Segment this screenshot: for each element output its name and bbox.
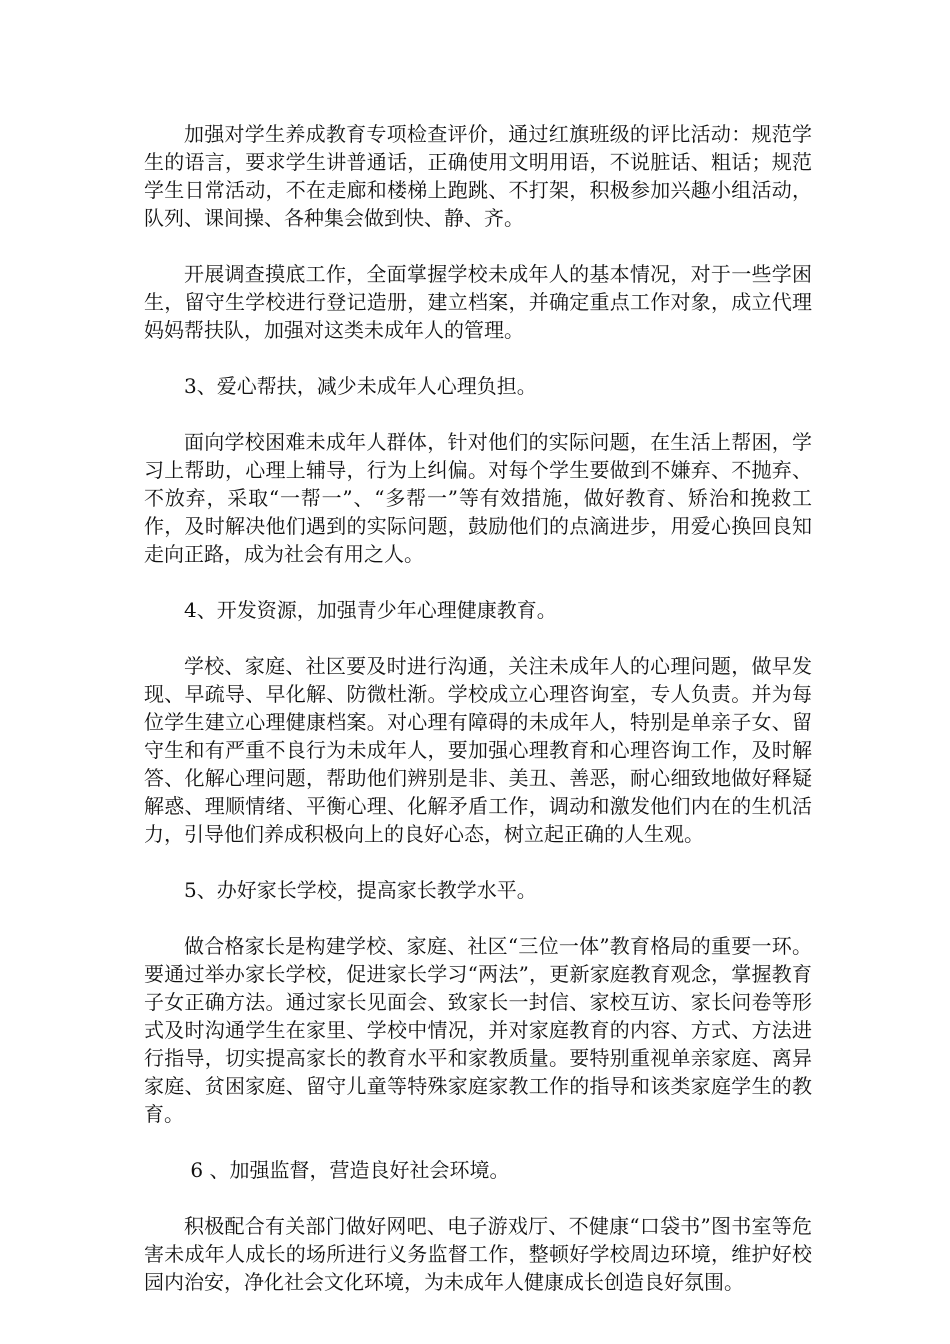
section-heading-6: 6 、加强监督，营造良好社会环境。: [184, 1158, 510, 1182]
paragraph-mental-health: 学校、家庭、社区要及时进行沟通，关注未成年人的心理问题，做早发现、早疏导、早化解、防微杜渐。学校成立心理咨询室，专人负责。并为每位学生建立心理健康档案。对心理有障碍的未成年人，特别是单亲子女、留守生和有严重不良行为未成年人，要加强心理教育和心理咨询工作，及时解答、化解心理问题，帮助他们辨别是非、美丑、善恶，耐心细致地做好释疑解惑、理顺情绪、平衡心理、化解矛盾工作，调动和激发他们内在的生机活力，引导他们养成积极向上的良好心态，树立起正确的人生观。: [144, 654, 812, 846]
paragraph-supervision: 积极配合有关部门做好网吧、电子游戏厅、不健康“口袋书”图书室等危害未成年人成长的场所进行义务监督工作，整顿好学校周边环境，维护好校园内治安，净化社会文化环境，为未成年人健康成长创造良好氛围。: [144, 1214, 812, 1294]
paragraph-habit-education: 加强对学生养成教育专项检查评价，通过红旗班级的评比活动：规范学生的语言，要求学生讲普通话，正确使用文明用语，不说脏话、粗话；规范学生日常活动，不在走廊和楼梯上跑跳、不打架，积极参加兴趣小组活动，队列、课间操、各种集会做到快、静、齐。: [144, 122, 812, 230]
document-body: [144, 120, 812, 1324]
paragraph-care-support: 面向学校困难未成年人群体，针对他们的实际问题，在生活上帮困，学习上帮助，心理上辅导，行为上纠偏。对每个学生要做到不嫌弃、不抛弃、不放弃，采取“一帮一”、“多帮一”等有效措施，做好教育、矫治和挽救工作，及时解决他们遇到的实际问题，鼓励他们的点滴进步，用爱心换回良知走向正路，成为社会有用之人。: [144, 430, 812, 566]
section-heading-3: 3、爱心帮扶，减少未成年人心理负担。: [184, 374, 537, 398]
paragraph-survey-work: 开展调查摸底工作，全面掌握学校未成年人的基本情况，对于一些学困生，留守生学校进行登记造册，建立档案，并确定重点工作对象，成立代理妈妈帮扶队，加强对这类未成年人的管理。: [144, 262, 812, 342]
section-heading-4: 4、开发资源，加强青少年心理健康教育。: [184, 598, 557, 622]
paragraph-parent-school: 做合格家长是构建学校、家庭、社区“三位一体”教育格局的重要一环。要通过举办家长学校，促进家长学习“两法”，更新家庭教育观念，掌握教育子女正确方法。通过家长见面会、致家长一封信、家校互访、家长问卷等形式及时沟通学生在家里、学校中情况，并对家庭教育的内容、方式、方法进行指导，切实提高家长的教育水平和家教质量。要特别重视单亲家庭、离异家庭、贫困家庭、留守儿童等特殊家庭家教工作的指导和该类家庭学生的教育。: [144, 934, 812, 1126]
section-heading-5: 5、办好家长学校，提高家长教学水平。: [184, 878, 537, 902]
